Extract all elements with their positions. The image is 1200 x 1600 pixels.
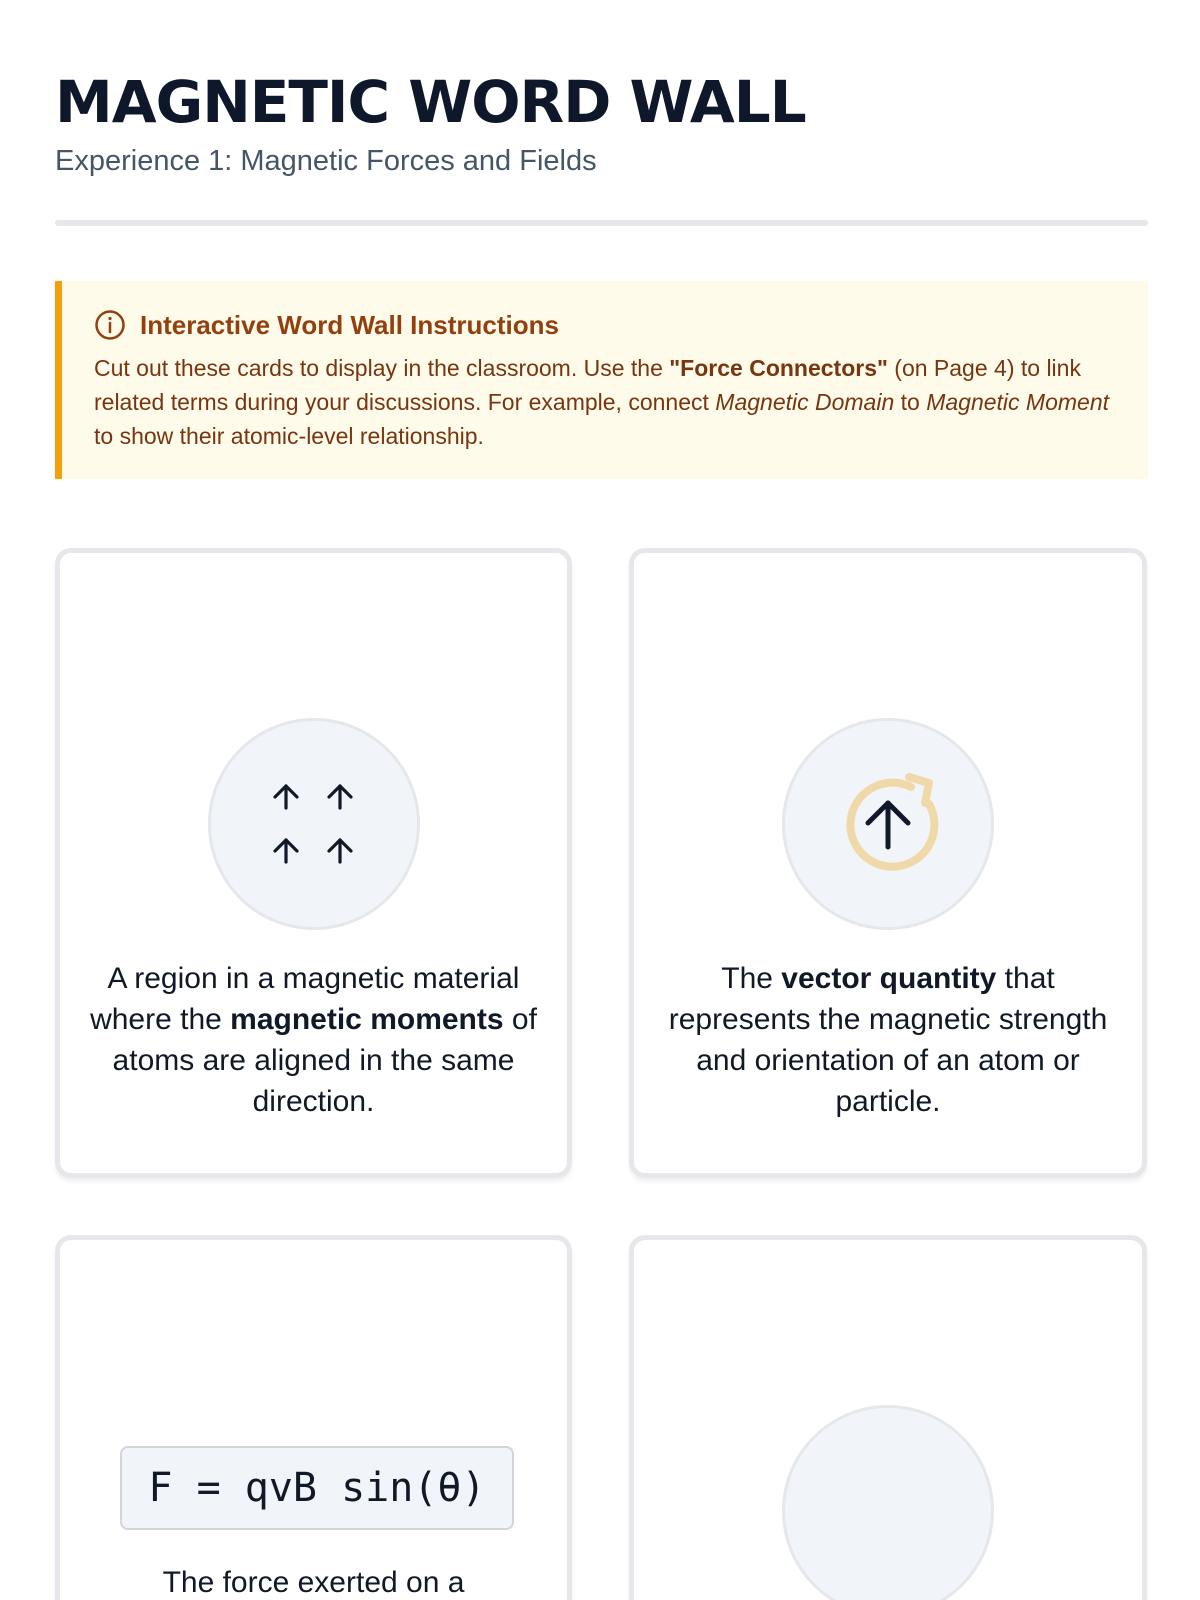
rotating-arrow-icon [785, 721, 991, 927]
callout-body [94, 351, 1118, 453]
card-icon-circle [782, 1405, 994, 1600]
aligned-arrows-icon [211, 721, 417, 927]
definition-text: A region in a magnetic material where the [90, 962, 520, 1036]
header [55, 68, 1148, 178]
card-definition [80, 958, 547, 1122]
callout-text: Cut out these cards to display in the classroom. Use the [94, 355, 670, 381]
formula-box: F = qvB sin(θ) [120, 1446, 514, 1530]
definition-text: that represents the magnetic strength and orientation of an atom or particle. [668, 962, 1108, 1118]
card-icon-circle [208, 718, 420, 930]
card-definition [80, 1562, 547, 1600]
word-card-magnetic-force [55, 1235, 572, 1600]
definition-keyword: magnetic moments [230, 1003, 504, 1036]
word-card [629, 1235, 1147, 1600]
term-magnetic-domain: Magnetic Domain [715, 389, 895, 415]
word-card-magnetic-moment [629, 548, 1147, 1178]
info-icon [94, 309, 126, 341]
term-magnetic-moment: Magnetic Moment [926, 389, 1110, 415]
definition-keyword: vector quantity [781, 962, 997, 995]
page-title: MAGNETIC WORD WALL [55, 68, 806, 136]
header-divider [55, 220, 1148, 226]
page-subtitle: Experience 1: Magnetic Forces and Fields [55, 145, 597, 177]
card-icon-circle [782, 718, 994, 930]
callout-title: Interactive Word Wall Instructions [140, 309, 559, 340]
callout-emphasis: "Force Connectors" [669, 355, 888, 381]
callout-text: (on Page 4) to link related terms during your discussions. For example, connect [94, 355, 1081, 415]
card-definition [654, 958, 1122, 1122]
definition-text: The [721, 962, 782, 995]
callout-text: to [894, 389, 927, 415]
callout-header [94, 309, 1118, 341]
instructions-callout [55, 281, 1148, 479]
definition-text: The force exerted on a [162, 1566, 465, 1599]
word-card-magnetic-domain [55, 548, 572, 1178]
definition-text: of atoms are aligned in the same direction. [112, 1003, 537, 1118]
callout-text: to show their atomic-level relationship. [94, 423, 484, 449]
